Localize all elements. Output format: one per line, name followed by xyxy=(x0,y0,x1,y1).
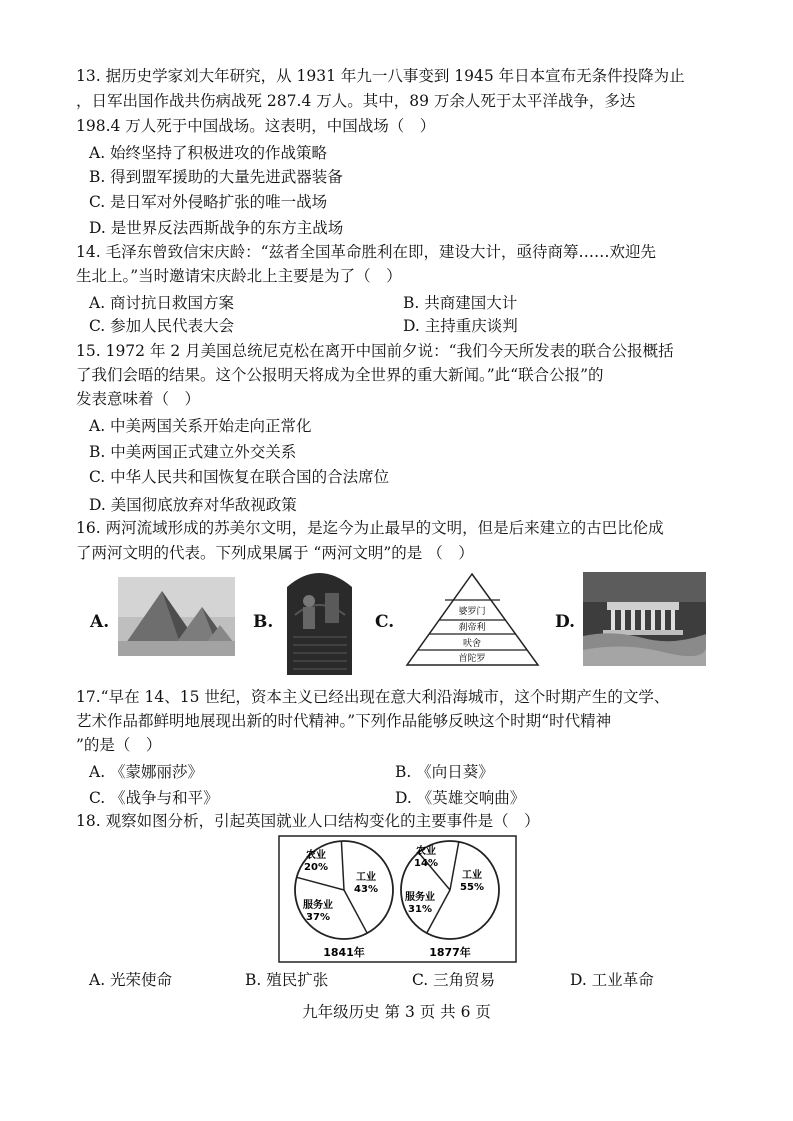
pie-category-label: 服务业 xyxy=(303,900,333,911)
pie-category-label: 农业 xyxy=(306,850,326,861)
q14-stem-line-1: 14. 毛泽东曾致信宋庆龄：“兹者全国革命胜利在即，建设大计，亟待商筹……欢迎先 xyxy=(76,243,657,261)
q16-option-d-letter: D. xyxy=(555,612,576,632)
q18-stem-line-1: 18. 观察如图分析，引起英国就业人口结构变化的主要事件是（ ） xyxy=(76,812,540,830)
q15-stem-line-3: 发表意味着（ ） xyxy=(76,390,201,408)
q18-option-c: C. 三角贸易 xyxy=(412,971,496,989)
q16-stele-image xyxy=(281,565,358,675)
pie-percent-label: 20% xyxy=(304,862,328,873)
q15-option-a: A. 中美两国关系开始走向正常化 xyxy=(89,417,312,435)
pyramid-label-shudra: 首陀罗 xyxy=(458,654,486,664)
pie-category-label: 工业 xyxy=(462,870,482,881)
q18-option-a: A. 光荣使命 xyxy=(89,971,173,989)
pie-percent-label: 55% xyxy=(460,882,484,893)
pie-percent-label: 31% xyxy=(408,904,432,915)
pyramid-label-kshatriya: 刹帝利 xyxy=(458,623,486,633)
q16-parthenon-image xyxy=(583,572,706,666)
pyramid-label-brahmin: 婆罗门 xyxy=(458,607,486,617)
pie-category-label: 服务业 xyxy=(405,892,435,903)
q17-option-d: D. 《英雄交响曲》 xyxy=(395,789,526,807)
q16-option-b-letter: B. xyxy=(253,612,274,632)
q13-option-c: C. 是日军对外侵略扩张的唯一战场 xyxy=(89,193,328,211)
employment-pie-charts xyxy=(278,835,517,963)
pie-percent-label: 37% xyxy=(306,912,330,923)
q14-option-c: C. 参加人民代表大会 xyxy=(89,317,235,335)
q16-caste-pyramid-diagram xyxy=(405,572,540,667)
pie-percent-label: 14% xyxy=(414,858,438,869)
q13-stem-line-2: ，日军出国作战共伤病战死 287.4 万人。其中，89 万余人死于太平洋战争，多达 xyxy=(76,92,636,110)
pie-category-label: 农业 xyxy=(416,846,436,857)
q14-option-b: B. 共商建国大计 xyxy=(403,294,518,312)
q16-pyramids-image xyxy=(118,577,235,656)
q13-option-a: A. 始终坚持了积极进攻的作战策略 xyxy=(89,144,328,162)
q16-stem-line-2: 了两河文明的代表。下列成果属于 “两河文明”的是 （ ） xyxy=(76,544,474,562)
q17-option-c: C. 《战争与和平》 xyxy=(89,789,219,807)
q13-option-d: D. 是世界反法西斯战争的东方主战场 xyxy=(89,219,344,237)
q13-option-b: B. 得到盟军援助的大量先进武器装备 xyxy=(89,168,343,186)
q13-stem-line-1: 13. 据历史学家刘大年研究，从 1931 年九一八事变到 1945 年日本宣布无条件投降为止 xyxy=(76,67,685,85)
q16-option-c-letter: C. xyxy=(375,612,395,632)
q17-stem-line-3: ”的是（ ） xyxy=(76,736,162,754)
q17-option-b: B. 《向日葵》 xyxy=(395,763,494,781)
q18-option-d: D. 工业革命 xyxy=(570,971,654,989)
pyramid-label-vaishya: 吠舍 xyxy=(462,639,482,649)
q13-stem-line-3: 198.4 万人死于中国战场。这表明，中国战场（ ） xyxy=(76,117,436,135)
q14-stem-line-2: 生北上。”当时邀请宋庆龄北上主要是为了（ ） xyxy=(76,267,402,285)
q15-option-c: C. 中华人民共和国恢复在联合国的合法席位 xyxy=(89,468,390,486)
q14-option-d: D. 主持重庆谈判 xyxy=(403,317,518,335)
pie-percent-label: 43% xyxy=(354,884,378,895)
q15-option-b: B. 中美两国正式建立外交关系 xyxy=(89,443,297,461)
pie-year-title: 1841年 xyxy=(323,946,365,959)
q17-option-a: A. 《蒙娜丽莎》 xyxy=(89,763,204,781)
q16-option-a-letter: A. xyxy=(90,612,110,632)
q15-option-d: D. 美国彻底放弃对华敌视政策 xyxy=(89,496,297,514)
q17-stem-line-1: 17.“早在 14、15 世纪，资本主义已经出现在意大利沿海城市，这个时期产生的文学、 xyxy=(76,688,670,706)
q17-stem-line-2: 艺术作品都鲜明地展现出新的时代精神。”下列作品能够反映这个时期“时代精神 xyxy=(76,712,612,730)
pie-category-label: 工业 xyxy=(356,872,376,883)
q18-option-b: B. 殖民扩张 xyxy=(245,971,329,989)
q15-stem-line-2: 了我们会晤的结果。这个公报明天将成为全世界的重大新闻。”此“联合公报”的 xyxy=(76,366,604,384)
pie-year-title: 1877年 xyxy=(429,946,471,959)
q15-stem-line-1: 15. 1972 年 2 月美国总统尼克松在离开中国前夕说：“我们今天所发表的联合公报概括 xyxy=(76,342,674,360)
q16-stem-line-1: 16. 两河流域形成的苏美尔文明，是迄今为止最早的文明，但是后来建立的古巴比伦成 xyxy=(76,519,664,537)
page-footer: 九年级历史 第 3 页 共 6 页 xyxy=(302,1003,491,1021)
q14-option-a: A. 商讨抗日救国方案 xyxy=(89,294,235,312)
